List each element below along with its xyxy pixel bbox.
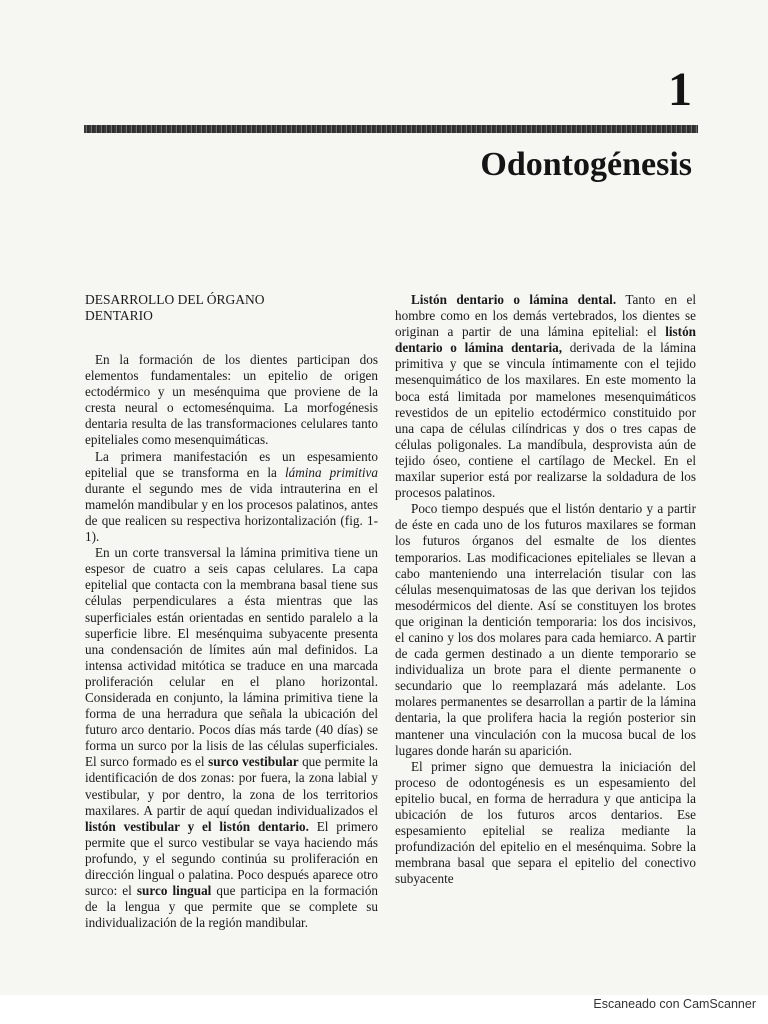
left-column — [85, 292, 378, 931]
bold-term: surco lingual — [136, 883, 212, 899]
run-in-heading: Listón dentario o lámina dental. — [411, 292, 617, 307]
paragraph — [395, 292, 696, 501]
bold-term: listón dentario o lámina dentaria, — [395, 324, 696, 356]
text-run: Tanto en el hombre como en los demás vertebrados, los dientes se originan a partir de una lámina epitelial: el — [395, 292, 696, 340]
scanner-watermark: Escaneado con CamScanner — [593, 997, 756, 1011]
chapter-title: Odontogénesis — [480, 146, 692, 183]
section-heading-line2: DENTARIO — [85, 308, 153, 323]
right-column — [395, 292, 696, 887]
paragraph — [85, 449, 378, 546]
text-run: El primero permite que el surco vestibular se vaya haciendo más profundo, y el segundo continúa su proliferación en dirección lingual o palatina. Poco después aparece otro surco: el — [85, 818, 379, 899]
text-run: que permite la identificación de dos zonas: por fuera, la zona labial y vestibular, y por dentro, la zona de los territorios maxilares. A partir de aquí quedan individualizados el — [85, 754, 378, 818]
chapter-rule — [84, 125, 698, 133]
paragraph: Poco tiempo después que el listón dentario y a partir de éste en cada uno de los futuros maxilares se forman los futuros órganos del esmalte de los dientes temporarios. Las modificaciones epiteliales se llevan a cabo manteniendo una interrelación tisular con las células mesenquimatosas de las que derivan los tejidos mesodérmicos del diente. Así se constituyen los brotes que originan la dentición temporaria: los dos incisivos, el canino y los dos molares para cada hemiarco. A partir de cada germen destinado a un diente temporario se individualiza un brote para el diente permanente o secundario que lo reemplazará más adelante. Los molares permanentes se desarrollan a partir de la lámina dentaria, la que prolifera hacia la región posterior sin mantener una vinculación con la mucosa bucal de los lugares donde harán su aparición. — [395, 501, 696, 758]
paragraph: En la formación de los dientes participan dos elementos fundamentales: un epitelio de origen ectodérmico y un mesénquima que proviene de la cresta neural o ectomesénquima. La morfogénesis dentaria resulta de las transformaciones celulares tanto epiteliales como mesenquimáticas. — [85, 352, 378, 448]
italic-term: lámina primitiva — [284, 464, 378, 480]
paragraph — [85, 545, 378, 931]
text-run: La primera manifestación es un espesamiento epitelial que se transforma en la — [85, 448, 378, 480]
section-heading-line1: DESARROLLO DEL ÓRGANO — [85, 292, 265, 307]
section-heading — [85, 292, 378, 324]
text-run: que participa en la formación de la lengua y que permite que se complete su individualización de la región mandibular. — [85, 883, 379, 931]
text-run: durante el segundo mes de vida intrauterina en el mamelón mandibular y en los procesos palatinos, antes de que realicen su respectiva horizontalización (fig. 1-1). — [85, 480, 378, 545]
text-run: En un corte transversal la lámina primitiva tiene un espesor de cuatro a seis capas celulares. La capa epitelial que contacta con la membrana basal tiene sus células perpendiculares a ésta mientras que las superficiales están orientadas en sentido paralelo a la superficie libre. El mesénquima subyacente presenta una condensación de límites aún mal definidos. La intensa actividad mitótica se traduce en una marcada proliferación celular en el plano horizontal. Considerada en conjunto, la lámina primitiva tiene la forma de una herradura que señala la ubicación del futuro arco dentario. Pocos días más tarde (40 días) se forma un surco por la lisis de las células superficiales. El surco formado es el — [85, 545, 378, 770]
text-run: derivada de la lámina primitiva y que se vincula íntimamente con el tejido mesenquimático de los maxilares. En este momento la boca está limitada por mamelones mesenquimáticos revestidos de un epitelio ectodérmico constituido por una capa de células cilíndricas y dos o tres capas de células poligonales. La mandíbula, desprovista aún de tejido óseo, contiene el cartílago de Meckel. En el maxilar superior está por realizarse la soldadura de los procesos palatinos. — [395, 340, 696, 501]
bold-term: surco vestibular — [208, 754, 299, 770]
bold-term: listón vestibular y el listón dentario. — [85, 818, 309, 834]
chapter-number: 1 — [668, 63, 692, 116]
paragraph: El primer signo que demuestra la iniciación del proceso de odontogénesis es un espesamiento del epitelio bucal, en forma de herradura y que anticipa la ubicación de los futuros arcos dentarios. Ese espesamiento epitelial se realiza mediante la profundización del epitelio en el mesénquima. Sobre la membrana basal que separa el epitelio del conectivo subyacente — [395, 758, 696, 887]
